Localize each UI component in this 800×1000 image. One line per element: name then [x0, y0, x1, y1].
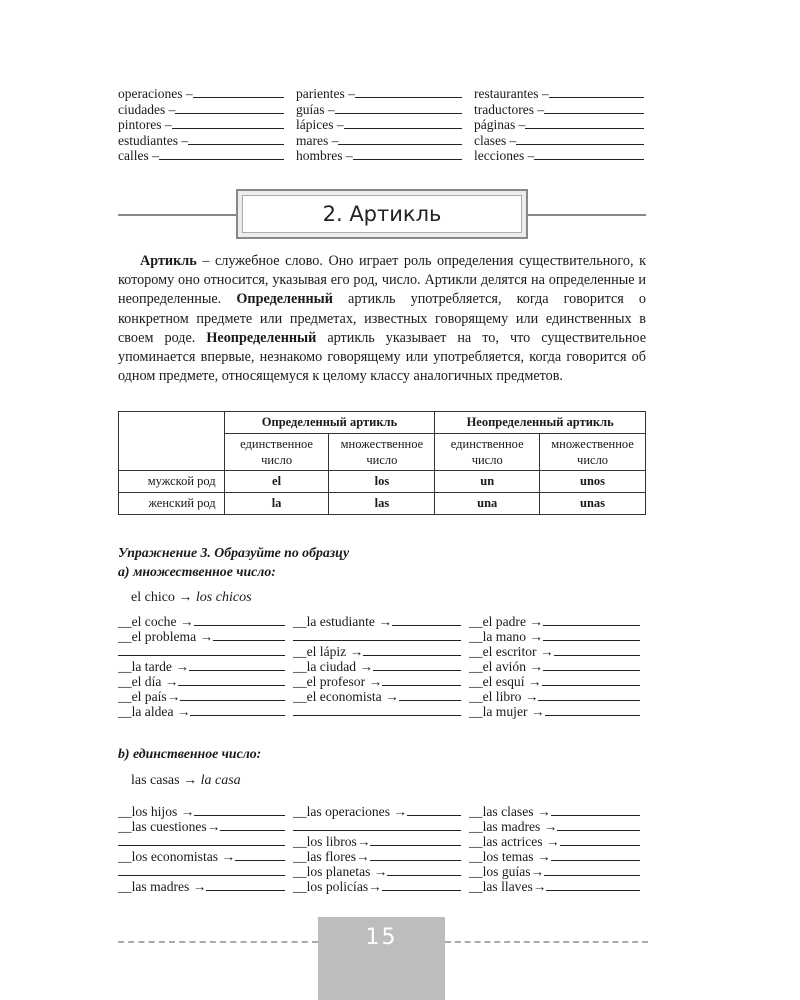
exercise-line: [293, 629, 469, 644]
vocab-item: operaciones –: [118, 86, 296, 102]
answer-blank[interactable]: [544, 864, 640, 876]
answer-blank[interactable]: [399, 689, 461, 701]
exercise-line: __las flores→: [293, 849, 469, 864]
exercise-line: [293, 819, 469, 834]
page-number: 15: [318, 917, 445, 1000]
exercise-column: [469, 614, 642, 719]
exercise-line: __el libro →: [469, 689, 642, 704]
exercise-line: __las llaves→: [469, 879, 642, 894]
exercise-grid-a: [118, 614, 648, 719]
vocab-item: hombres –: [296, 148, 474, 164]
subheader-cell: единственное число: [435, 434, 540, 471]
answer-blank[interactable]: [387, 864, 461, 876]
vocab-item: ciudades –: [118, 102, 296, 118]
subheader-cell: единственное число: [224, 434, 329, 471]
vocab-item: páginas –: [474, 117, 648, 133]
answer-blank[interactable]: [554, 644, 640, 656]
vocab-item: clases –: [474, 133, 648, 149]
footer-dashes-right: [445, 941, 648, 943]
exercise-part-a: а) множественное число:: [118, 564, 276, 579]
answer-blank[interactable]: [382, 674, 461, 686]
exercise-line: __la aldea →: [118, 704, 293, 719]
answer-blank[interactable]: [180, 689, 285, 701]
exercise-line: __el profesor →: [293, 674, 469, 689]
example-a: el chico → los chicos: [131, 590, 252, 605]
table-cell: unas: [540, 493, 646, 515]
vocab-item: lápices –: [296, 117, 474, 133]
example-b: las casas → la casa: [131, 773, 241, 788]
vocab-column-2: [296, 86, 474, 164]
header-indefinite: Неопределенный артикль: [435, 412, 646, 434]
term-indefinite: Неопределенный: [206, 329, 317, 346]
answer-blank[interactable]: [373, 659, 461, 671]
exercise-line: [118, 834, 293, 849]
vocab-item: lecciones –: [474, 148, 648, 164]
answer-blank[interactable]: [190, 704, 285, 716]
answer-blank[interactable]: [370, 849, 461, 861]
answer-blank[interactable]: [194, 614, 286, 626]
exercise-part-b: b) единственное число:: [118, 746, 262, 761]
answer-blank[interactable]: [194, 804, 285, 816]
exercise-title: Упражнение 3. Образуйте по образцу: [118, 545, 350, 560]
exercise-line: __el avión →: [469, 659, 642, 674]
exercise-line: __los temas →: [469, 849, 642, 864]
answer-blank[interactable]: [220, 819, 285, 831]
footer-dashes-left: [118, 941, 318, 943]
exercise-line: [118, 644, 293, 659]
table-row: [119, 493, 646, 515]
vocab-item: mares –: [296, 133, 474, 149]
exercise-column: [118, 614, 293, 719]
article-description: Артикль – служебное слово. Оно играет роль определения существительного, к которому оно относится, указывая его род, число. Артикли делятся на определенные и неопределенные. Определенный артикль употребляется, когда говорится о конкретном предмете или предметах, известных говорящему или единственных в своем роде. Неопределенный артикль указывает на то, что существительное упоминается впервые, незнакомо говорящему или употребляется, когда говорится об одном предмете, относящемуся к целому классу аналогичных предметов.: [118, 253, 647, 385]
answer-blank[interactable]: [370, 834, 461, 846]
vocab-item: traductores –: [474, 102, 648, 118]
answer-blank[interactable]: [551, 849, 640, 861]
exercise-line: __el lápiz →: [293, 644, 469, 659]
answer-blank[interactable]: [213, 629, 285, 641]
answer-blank[interactable]: [235, 849, 285, 861]
exercise-line: __la mano →: [469, 629, 642, 644]
term-article: Артикль: [140, 253, 197, 269]
exercise-line: [293, 704, 469, 719]
answer-blank[interactable]: [407, 804, 461, 816]
answer-blank[interactable]: [118, 834, 285, 846]
exercise-line: __el coche →: [118, 614, 293, 629]
answer-blank[interactable]: [543, 629, 640, 641]
answer-blank[interactable]: [382, 879, 461, 891]
answer-blank[interactable]: [546, 879, 640, 891]
table-corner-cell: [119, 412, 225, 471]
table-cell: una: [435, 493, 540, 515]
answer-blank[interactable]: [189, 659, 285, 671]
exercise-line: __la tarde →: [118, 659, 293, 674]
exercise-line: __las madres →: [118, 879, 293, 894]
subheader-cell: множественное число: [540, 434, 646, 471]
exercise-line: __las cuestiones→: [118, 819, 293, 834]
answer-blank[interactable]: [543, 614, 640, 626]
exercise-line: __el problema →: [118, 629, 293, 644]
vocabulary-columns: [118, 86, 648, 164]
table-cell: unos: [540, 471, 646, 493]
term-definite: Определенный: [236, 291, 333, 308]
header-definite: Определенный артикль: [224, 412, 435, 434]
table-cell: la: [224, 493, 329, 515]
exercise-line: __los hijos →: [118, 804, 293, 819]
answer-blank[interactable]: [118, 644, 285, 656]
vocab-item: pintores –: [118, 117, 296, 133]
answer-blank[interactable]: [118, 864, 285, 876]
subheader-cell: множественное число: [329, 434, 435, 471]
table-cell: las: [329, 493, 435, 515]
section-heading-box: [236, 189, 528, 239]
exercise-line: __el escritor →: [469, 644, 642, 659]
answer-blank[interactable]: [363, 644, 461, 656]
vocab-item: restaurantes –: [474, 86, 648, 102]
exercise-line: __los policías→: [293, 879, 469, 894]
exercise-column: [469, 804, 642, 894]
exercise-line: __la ciudad →: [293, 659, 469, 674]
vocab-item: guías –: [296, 102, 474, 118]
exercise-line: __el país→: [118, 689, 293, 704]
table-cell: el: [224, 471, 329, 493]
answer-blank[interactable]: [551, 804, 640, 816]
exercise-line: __las madres →: [469, 819, 642, 834]
section-rule-left: [118, 214, 236, 216]
answer-blank[interactable]: [392, 614, 461, 626]
answer-blank[interactable]: [206, 879, 285, 891]
section-rule-right: [528, 214, 646, 216]
answer-blank[interactable]: [542, 674, 641, 686]
exercise-line: __los libros→: [293, 834, 469, 849]
exercise-line: __el día →: [118, 674, 293, 689]
answer-blank[interactable]: [178, 674, 285, 686]
vocab-column-1: [118, 86, 296, 164]
exercise-line: __las clases →: [469, 804, 642, 819]
table-cell: los: [329, 471, 435, 493]
table-row: [119, 471, 646, 493]
row-label: женский род: [119, 493, 225, 515]
exercise-line: __las operaciones →: [293, 804, 469, 819]
exercise-line: __la mujer →: [469, 704, 642, 719]
answer-blank[interactable]: [293, 629, 461, 641]
answer-blank[interactable]: [293, 704, 461, 716]
exercise-line: __el esquí →: [469, 674, 642, 689]
answer-blank[interactable]: [545, 704, 640, 716]
exercise-column: [293, 614, 469, 719]
exercise-column: [118, 804, 293, 894]
exercise-line: [118, 864, 293, 879]
answer-blank[interactable]: [293, 819, 461, 831]
answer-blank[interactable]: [543, 659, 640, 671]
exercise-line: __el economista →: [293, 689, 469, 704]
vocab-item: parientes –: [296, 86, 474, 102]
exercise-line: __las actrices →: [469, 834, 642, 849]
vocab-item: calles –: [118, 148, 296, 164]
vocab-item: estudiantes –: [118, 133, 296, 149]
article-table: [118, 411, 646, 515]
answer-blank[interactable]: [560, 834, 640, 846]
exercise-grid-b: [118, 804, 648, 894]
section-title: 2. Артикль: [242, 195, 522, 233]
vocab-column-3: [474, 86, 648, 164]
exercise-line: __el padre →: [469, 614, 642, 629]
exercise-line: __la estudiante →: [293, 614, 469, 629]
exercise-line: __los economistas →: [118, 849, 293, 864]
exercise-column: [293, 804, 469, 894]
exercise-line: __los guías→: [469, 864, 642, 879]
answer-blank[interactable]: [538, 689, 640, 701]
answer-blank[interactable]: [557, 819, 640, 831]
table-cell: un: [435, 471, 540, 493]
exercise-line: __los planetas →: [293, 864, 469, 879]
row-label: мужской род: [119, 471, 225, 493]
